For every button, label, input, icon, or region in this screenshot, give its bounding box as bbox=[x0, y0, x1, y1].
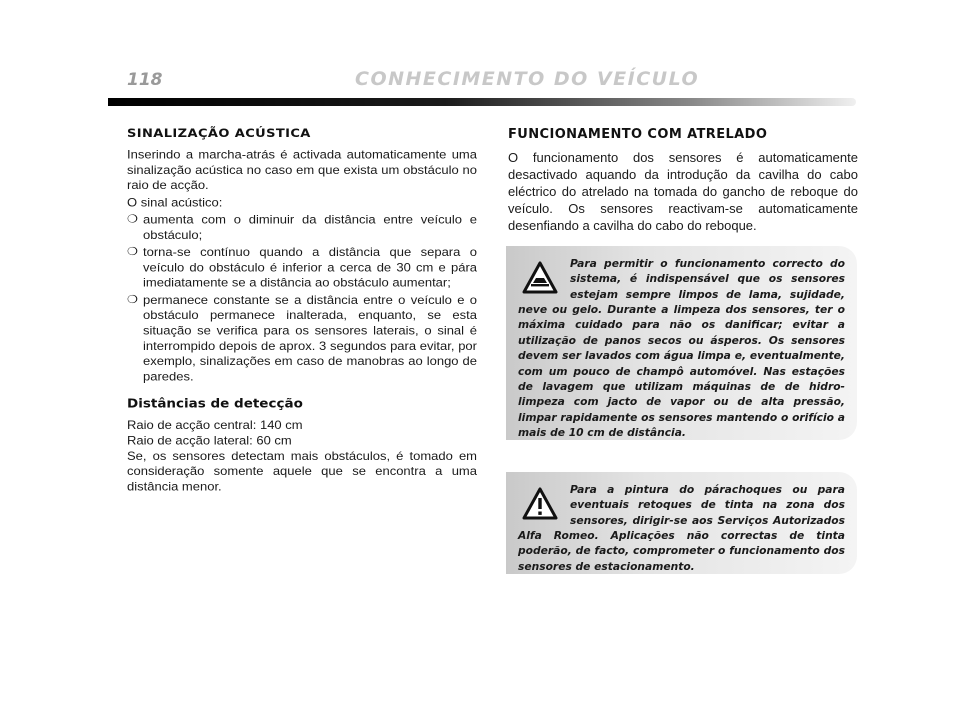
section-title-detection-distances: Distâncias de detecção bbox=[127, 396, 303, 412]
right-column bbox=[508, 126, 858, 236]
paint-warning-note bbox=[506, 472, 857, 574]
list-item: ❍ permanece constante se a distância entre o veículo e o obstáculo permanece inalterada, enquanto, se esta situação se verifica para os sensores laterais, o sinal é interrompido depois de aprox. 3 segundos para evitar, por exemplo, sinalizações em caso de manobras ao longo de paredes. bbox=[127, 292, 477, 384]
note-text: Para a pintura do párachoques ou para eventuais retoques de tinta na zona dos sensores, dirigir-se aos Serviços Autorizados Alfa Romeo. Aplicações não correctas de tinta poderão, de facto, comprometer o funcionamento dos sensores de estacionamento. bbox=[518, 483, 845, 573]
road-hazard-icon bbox=[520, 258, 560, 298]
multi-obstacle-text: Se, os sensores detectam mais obstáculos, é tomado em consideração somente aquele que se encontra a uma distância menor. bbox=[127, 449, 477, 494]
circle-bullet-icon: ❍ bbox=[127, 245, 138, 258]
list-item: ❍ aumenta com o diminuir da distância entre veículo e obstáculo; bbox=[127, 212, 477, 242]
sensor-cleaning-note bbox=[506, 246, 857, 440]
central-range: Raio de acção central: 140 cm bbox=[127, 418, 303, 432]
header-title: CONHECIMENTO DO VEÍCULO bbox=[355, 68, 700, 90]
circle-bullet-icon: ❍ bbox=[127, 212, 138, 226]
section-title-trailer-operation: FUNCIONAMENTO COM ATRELADO bbox=[508, 127, 768, 142]
list-item: ❍ torna-se contínuo quando a distância que separa o veículo do obstáculo é inferior a cerca de 30 cm e pára imediatamente se a distância ao obstáculo aumentar; bbox=[127, 245, 477, 290]
lateral-range: Raio de acção lateral: 60 cm bbox=[127, 433, 292, 448]
note-text: Para permitir o funcionamento correcto do sistema, é indispensável que os sensores estejam sempre limpos de lama, sujidade, neve ou gelo. Durante a limpeza dos sensores, ter o máxima cuidado para não os danificar; evitar a utilização de panos secos ou ásperos. Os sensores devem ser lavados com água limpa e, eventualmente, com um pouco de champô automóvel. Nas estações de lavagem que utilizam máquinas de de hidro-limpeza com jacto de vapor ou de alta pressão, limpar rapidamente os sensores mantendo o orifício a mais de 10 cm de distância. bbox=[518, 257, 845, 439]
left-column bbox=[127, 126, 477, 496]
acoustic-intro: Inserindo a marcha-atrás é activada automaticamente uma sinalização acústica no caso em que exista um obstáculo no raio de acção. bbox=[127, 147, 477, 192]
header-rule bbox=[108, 98, 856, 106]
signal-bullet-list bbox=[127, 212, 477, 384]
signal-label: O sinal acústico: bbox=[127, 195, 223, 210]
circle-bullet-icon: ❍ bbox=[127, 292, 138, 306]
page-number: 118 bbox=[127, 70, 163, 90]
trailer-operation-text: O funcionamento dos sensores é automaticamente desactivado aquando da introdução da cavilha do cabo eléctrico do atrelado na tomada do gancho de reboque do veículo. Os sensores reactivam-se automaticamente desenfiando a cavilha do cabo do reboque. bbox=[508, 150, 858, 233]
section-title-acoustic-signal: SINALIZAÇÃO ACÚSTICA bbox=[127, 126, 311, 141]
warning-triangle-icon bbox=[520, 484, 560, 524]
